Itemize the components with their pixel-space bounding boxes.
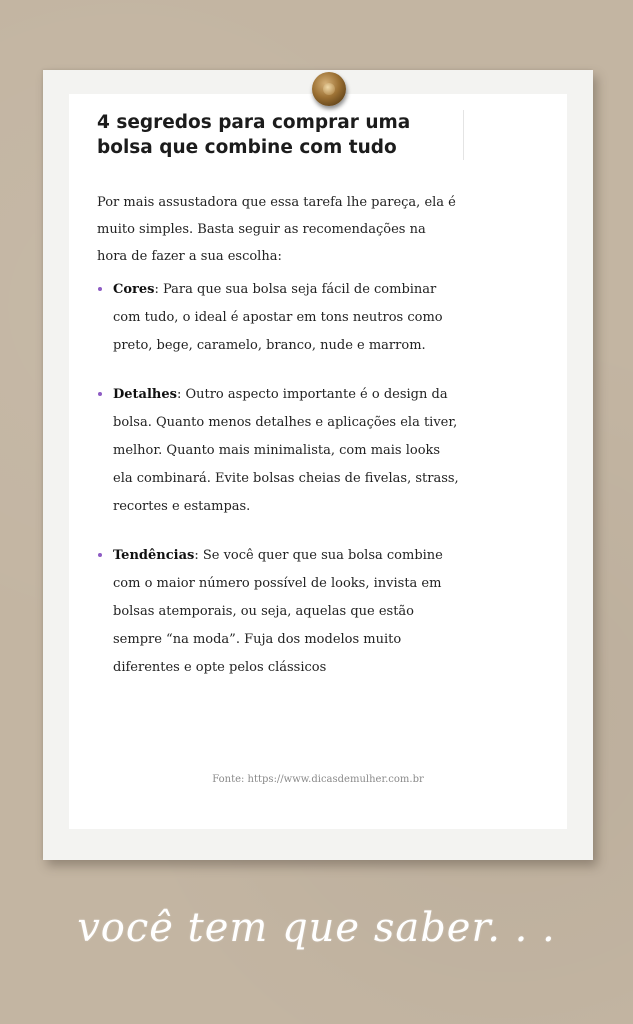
tip-text: : Se você quer que sua bolsa combine com o maior número possível de looks, invista em bolsas atemporais, ou seja, aquelas que estão sempre “na moda”. Fuja dos modelos muito diferentes e opte pelos clássicos [113, 548, 443, 675]
bullet-dot-icon [98, 287, 102, 291]
article-title: 4 segredos para comprar uma bolsa que combine com tudo [97, 110, 464, 160]
tip-text: : Outro aspecto importante é o design da bolsa. Quanto menos detalhes e aplicações ela tiver, melhor. Quanto mais minimalista, com mais looks ela combinará. Evite bolsas cheias de fivelas, strass, recortes e estampas. [113, 387, 459, 514]
list-item [97, 276, 459, 360]
list-item [97, 542, 459, 682]
handwritten-tagline: você tem que saber. . . [77, 905, 556, 951]
tip-term: Detalhes [113, 387, 177, 402]
article-intro: Por mais assustadora que essa tarefa lhe pareça, ela é muito simples. Basta seguir as recomendações na hora de fazer a sua escolha: [97, 195, 456, 264]
tip-term: Cores [113, 282, 155, 297]
bullet-dot-icon [98, 392, 102, 396]
source-credit: Fonte: https://www.dicasdemulher.com.br [212, 774, 424, 785]
tip-text: : Para que sua bolsa seja fácil de combinar com tudo, o ideal é apostar em tons neutros como preto, bege, caramelo, branco, nude e marrom. [113, 282, 443, 353]
bullet-dot-icon [98, 553, 102, 557]
tip-term: Tendências [113, 548, 195, 563]
tips-list [97, 276, 459, 703]
list-item [97, 381, 459, 521]
pushpin-icon [312, 72, 346, 106]
